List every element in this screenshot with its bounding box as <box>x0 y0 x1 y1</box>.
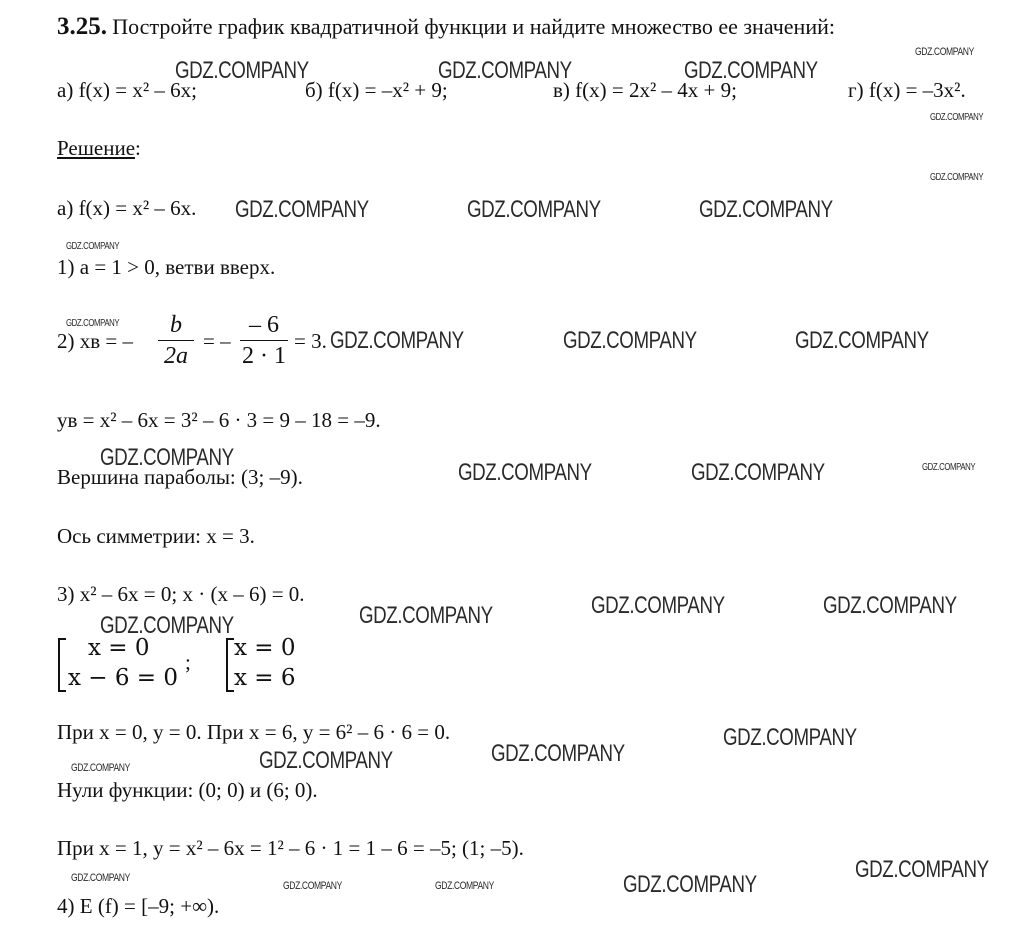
fraction-bar <box>240 340 288 341</box>
fraction-numerator: b <box>170 312 182 338</box>
step-2-mid: = – <box>203 329 231 353</box>
watermark: GDZ.COMPANY <box>438 57 572 84</box>
system1-row1: x = 0 <box>88 635 150 661</box>
watermark: GDZ.COMPANY <box>100 612 234 639</box>
watermark: GDZ.COMPANY <box>930 112 984 123</box>
fraction-numerator: – 6 <box>249 312 279 338</box>
range: 4) E (f) = [–9; +∞). <box>57 894 220 918</box>
step-2-lead: 2) xв = – <box>57 329 134 353</box>
step-3: 3) x² – 6x = 0; x · (x – 6) = 0. <box>57 582 305 606</box>
watermark: GDZ.COMPANY <box>458 459 592 486</box>
watermark: GDZ.COMPANY <box>283 880 342 892</box>
watermark: GDZ.COMPANY <box>66 241 120 252</box>
system-bracket-right <box>226 638 234 692</box>
watermark: GDZ.COMPANY <box>855 856 989 883</box>
watermark: GDZ.COMPANY <box>435 880 494 892</box>
watermark: GDZ.COMPANY <box>684 57 818 84</box>
system-separator: ; <box>185 650 191 674</box>
fraction-denominator: 2 · 1 <box>242 343 286 370</box>
watermark: GDZ.COMPANY <box>259 747 393 774</box>
watermark: GDZ.COMPANY <box>922 462 976 473</box>
part-c: в) f(x) = 2x² – 4x + 9; <box>553 78 737 102</box>
watermark: GDZ.COMPANY <box>330 327 464 354</box>
part-b: б) f(x) = –x² + 9; <box>305 78 448 102</box>
watermark: GDZ.COMPANY <box>175 57 309 84</box>
value-at-one: При x = 1, y = x² – 6x = 1² – 6 · 1 = 1 – 6 = –5; (1; –5). <box>57 836 524 860</box>
system2-row2: x = 6 <box>234 665 296 691</box>
watermark: GDZ.COMPANY <box>359 602 493 629</box>
watermark: GDZ.COMPANY <box>691 459 825 486</box>
values-at-zeros: При x = 0, y = 0. При x = 6, y = 6² – 6 · 6 = 0. <box>57 720 451 744</box>
watermark: GDZ.COMPANY <box>66 318 120 329</box>
problem-header <box>57 14 835 39</box>
watermark: GDZ.COMPANY <box>795 327 929 354</box>
step-1: 1) a = 1 > 0, ветви вверх. <box>57 255 276 279</box>
watermark: GDZ.COMPANY <box>100 444 234 471</box>
watermark: GDZ.COMPANY <box>699 196 833 223</box>
watermark: GDZ.COMPANY <box>930 172 984 183</box>
fraction-bar <box>158 340 194 341</box>
watermark: GDZ.COMPANY <box>723 724 857 751</box>
solution-heading-colon: : <box>135 136 141 160</box>
part-a: а) f(x) = x² – 6x; <box>57 78 198 102</box>
watermark: GDZ.COMPANY <box>823 592 957 619</box>
problem-number: 3.25. <box>57 13 107 40</box>
function-zeros: Нули функции: (0; 0) и (6; 0). <box>57 778 318 802</box>
system2-row1: x = 0 <box>234 635 296 661</box>
solution-part-a: а) f(x) = x² – 6x. <box>57 196 197 220</box>
watermark: GDZ.COMPANY <box>71 762 130 774</box>
solution-heading <box>57 138 141 159</box>
fraction-minus6-over-2x1 <box>240 312 288 370</box>
watermark: GDZ.COMPANY <box>467 196 601 223</box>
part-d: г) f(x) = –3x². <box>848 78 966 102</box>
watermark: GDZ.COMPANY <box>71 872 130 884</box>
vertex: Вершина параболы: (3; –9). <box>57 465 303 489</box>
system1-row2: x − 6 = 0 <box>68 665 179 691</box>
vertex-y: yв = x² – 6x = 3² – 6 · 3 = 9 – 18 = –9. <box>57 408 381 432</box>
fraction-denominator: 2a <box>164 343 188 370</box>
solution-heading-text: Решение <box>57 136 136 160</box>
watermark: GDZ.COMPANY <box>915 46 974 58</box>
symmetry-axis: Ось симметрии: x = 3. <box>57 524 255 548</box>
watermark: GDZ.COMPANY <box>491 740 625 767</box>
problem-statement: Постройте график квадратичной функции и найдите множество ее значений: <box>112 14 835 39</box>
fraction-b-over-2a <box>158 312 194 370</box>
step-2-result: = 3. <box>294 329 327 353</box>
watermark: GDZ.COMPANY <box>235 196 369 223</box>
watermark: GDZ.COMPANY <box>623 871 757 898</box>
system-bracket-left <box>58 638 66 692</box>
watermark: GDZ.COMPANY <box>563 327 697 354</box>
watermark: GDZ.COMPANY <box>591 592 725 619</box>
